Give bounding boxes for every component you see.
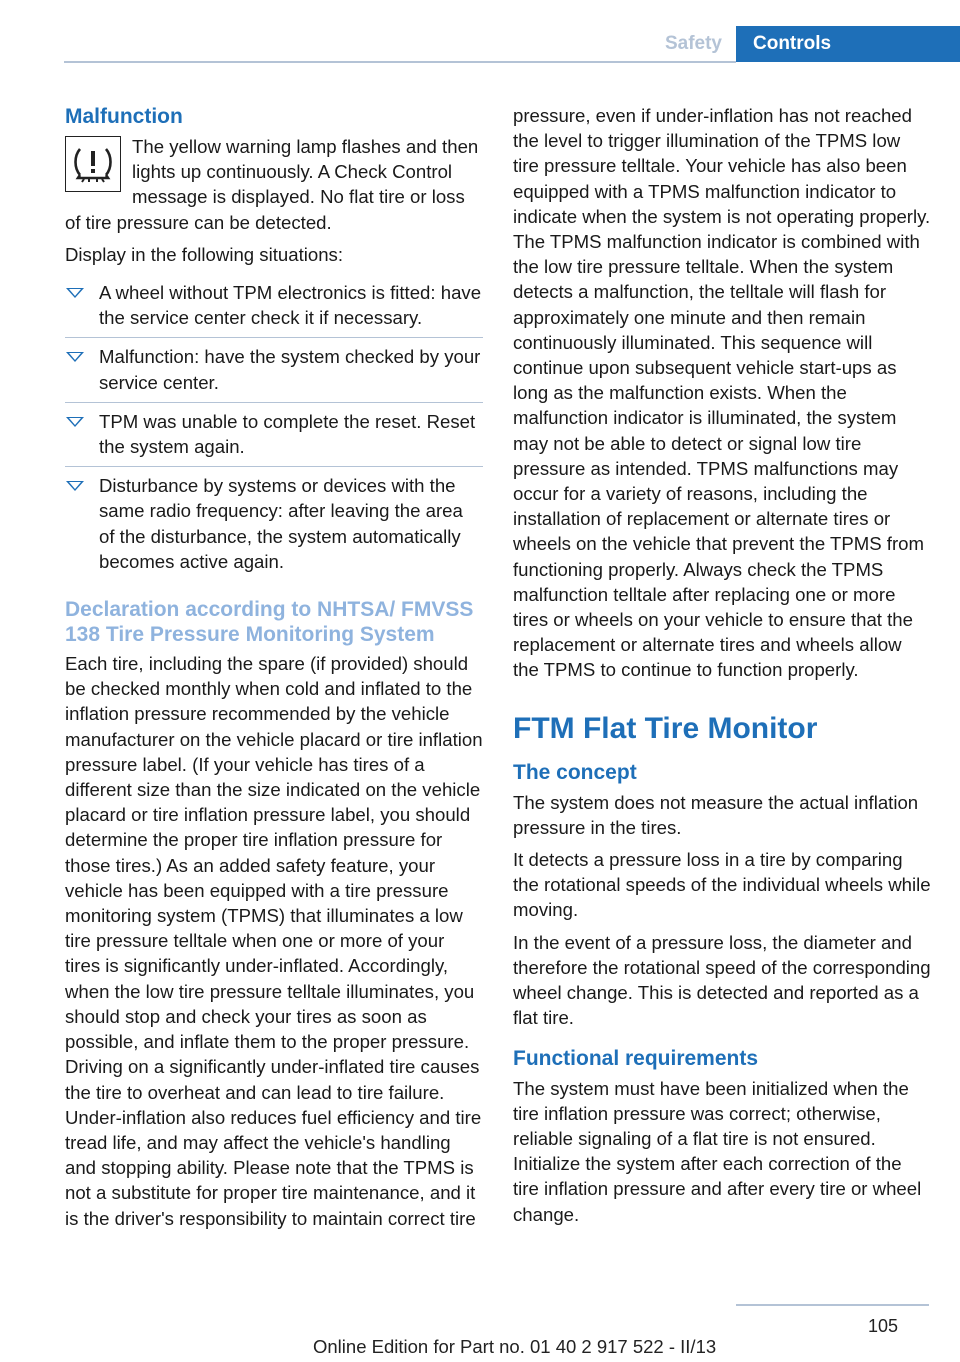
malfunction-heading: Malfunction [65, 105, 183, 128]
list-item [65, 274, 483, 338]
ftm-heading: FTM Flat Tire Monitor [513, 711, 818, 745]
tire-pressure-warning-icon [65, 136, 121, 192]
page-header [0, 0, 960, 62]
triangle-bullet-icon [66, 352, 84, 362]
list-item-text: Disturbance by systems or devices with the same radio frequency: after leaving the area of the disturbance, the system automatically becomes active again. [99, 475, 463, 572]
list-item [65, 338, 483, 402]
triangle-bullet-icon [66, 288, 84, 298]
nhtsa-text-continued: pressure, even if under-inflation has not reached the level to trigger illumination of the TPMS low tire pressure telltale. Your vehicle has also been equipped with a TPMS malfunction indicator to indicate when the system is not operating properly. The TPMS malfunction indicator is combined with the low tire pressure telltale. When the system detects a malfunction, the telltale will flash for approximately one minute and then remain continuously illuminated. This sequence will continue upon subsequent vehicle start-ups as long as the malfunction exists. When the malfunction indicator is illuminated, the system may not be able to detect or signal low tire pressure as intended. TPMS malfunctions may occur for a variety of reasons, including the installation of replacement or alternate tires or wheels on the vehicle that prevent the TPMS from functioning properly. Always check the TPMS malfunction telltale after replacing one or more tires or wheels on your vehicle to ensure that the replacement or alternate tires and wheels allow the TPMS to continue to function properly. [513, 105, 931, 681]
concept-heading: The concept [513, 760, 637, 784]
triangle-bullet-icon [66, 417, 84, 427]
right-column [513, 103, 931, 1234]
list-item [65, 403, 483, 467]
list-item-text: A wheel without TPM electronics is fitted: have the service center check it if necessary. [99, 282, 482, 329]
nhtsa-text: Each tire, including the spare (if provided) should be checked monthly when cold and inflated to the inflation pressure recommended by the vehicle manufacturer on the vehicle placard or tire inflation pressure label. (If your vehicle has tires of a different size than the size indicated on the vehicle placard or tire inflation pressure label, you should determine the proper tire inflation pressure for those tires.) As an added safety feature, your vehicle has been equipped with a tire pressure monitoring system (TPMS) that illuminates a low tire pressure telltale when one or more of your tires is significantly under-inflated. Accordingly, when the low tire pressure telltale illuminates, you should stop and check your tires as soon as possible, and inflate them to the proper pressure. Driving on a significantly under-inflated tire causes the tire to overheat and can lead to tire failure. Under-inflation also reduces fuel efficiency and tire tread life, and may affect the vehicle's handling and stopping ability. Please note that the TPMS is not a substitute for proper tire maintenance, and it is the driver's responsibility to maintain correct tire [65, 653, 483, 1229]
concept-paragraph-2: It detects a pressure loss in a tire by comparing the rotational speeds of the individual wheels while moving. [513, 849, 931, 921]
triangle-bullet-icon [66, 481, 84, 491]
footer-divider [736, 1304, 929, 1306]
concept-paragraph-1: The system does not measure the actual inflation pressure in the tires. [513, 791, 919, 838]
list-item-text: Malfunction: have the system checked by your service center. [99, 346, 481, 393]
left-column [65, 103, 483, 1238]
requirements-heading: Functional requirements [513, 1046, 759, 1070]
tab-controls[interactable]: Controls [736, 26, 960, 62]
concept-paragraph-3: In the event of a pressure loss, the diameter and therefore the rotational speed of the corresponding wheel change. This is detected and reported as a flat tire. [513, 931, 931, 1029]
nhtsa-heading: Declaration according to NHTSA/ FMVSS 138 Tire Pressure Monitoring System [65, 598, 474, 647]
edition-line: Online Edition for Part no. 01 40 2 917 522 - II/13 [313, 1336, 717, 1357]
requirements-text: The system must have been initialized when the tire inflation pressure was correct; otherwise, reliable signaling of a flat tire is not ensured. Initialize the system after each correction of the tire inflation pressure and after every tire or wheel change. [513, 1077, 922, 1225]
display-intro: Display in the following situations: [65, 243, 344, 265]
malfunction-block [65, 134, 483, 235]
list-item [65, 467, 483, 581]
list-item-text: TPM was unable to complete the reset. Reset the system again. [99, 410, 476, 458]
header-divider [64, 61, 736, 63]
situation-list [65, 274, 483, 581]
tab-safety[interactable]: Safety [642, 26, 736, 62]
page-number: 105 [867, 1316, 898, 1336]
malfunction-text: The yellow warning lamp flashes and then lights up continuously. A Check Control message is displayed. No flat tire or loss of tire pressure can be detected. [65, 136, 479, 233]
